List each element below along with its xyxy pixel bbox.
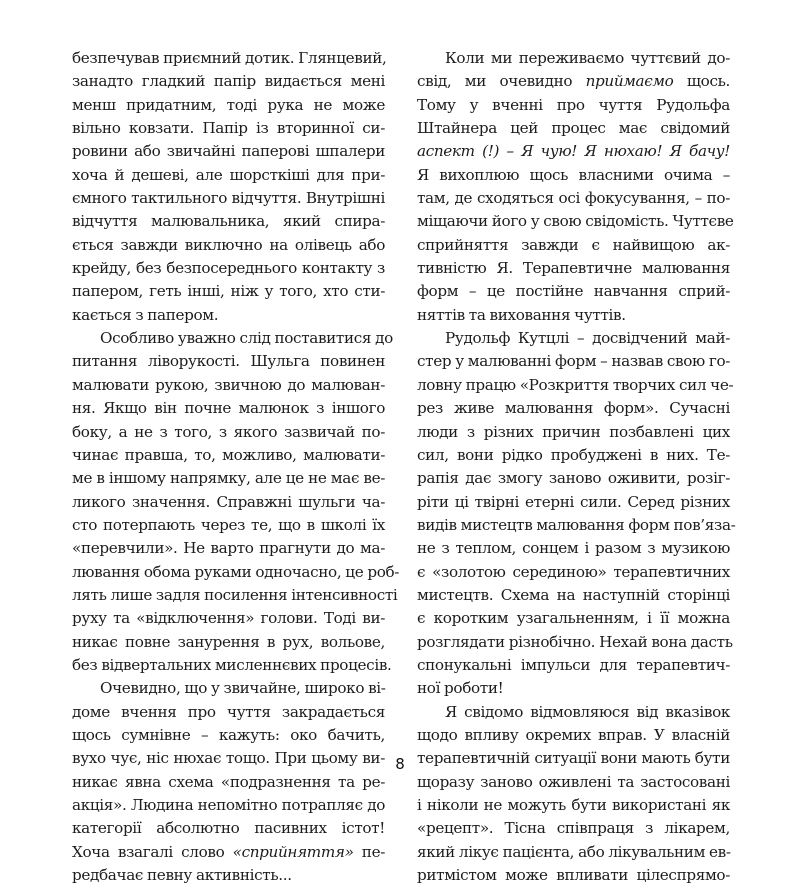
text-line: терапевтичній ситуації вони мають бути — [417, 749, 730, 768]
text-line: лювання обома руками одночасно, це роб- — [72, 562, 400, 581]
text-line: рапія дає змогу заново оживити, розіг- — [417, 469, 730, 488]
text-line: сто потерпають через те, що в школі їх — [72, 515, 385, 534]
text-line: Очевидно, що у звичайне, широко ві- — [100, 679, 386, 698]
text-line: боку, а не з того, з якого зазвичай по- — [72, 422, 385, 441]
text-line: форм – це постійне навчання сприй- — [417, 282, 730, 301]
text-line: «рецепт». Тісна співпраця з лікарем, — [417, 819, 730, 838]
text-run: свід, ми очевидно — [417, 72, 586, 91]
text-line: сприйняття завжди є найвищою ак- — [417, 235, 730, 254]
text-run: Хоча взагалі слово — [72, 842, 233, 861]
text-line: є коротким узагальненням, і її можна — [417, 609, 730, 628]
text-line: редбачає певну активність... — [72, 866, 292, 885]
italic-emphasis: «сприйняття» — [232, 842, 354, 861]
text-line: ється завжди виключно на олівець або — [72, 235, 385, 254]
text-line: ритмістом може впливати цілеспрямо- — [417, 866, 730, 885]
page-number: 8 — [395, 755, 405, 773]
text-line: щоразу заново оживлені та застосовані — [417, 772, 730, 791]
text-line: не з теплом, сонцем і разом з музикою — [417, 539, 730, 558]
text-line: Я вихоплюю щось власними очима – — [417, 165, 730, 184]
text-line: ликого значення. Справжні шульги ча- — [72, 492, 385, 511]
text-line: доме вчення про чуття закрадається — [72, 702, 385, 721]
text-line: никає повне занурення в рух, вольове, — [72, 632, 385, 651]
text-line: відчуття малювальника, який спира- — [72, 212, 385, 231]
text-line: ємного тактильного відчуття. Внутрішні — [72, 189, 385, 208]
text-line: няттів та виховання чуттів. — [417, 305, 626, 324]
text-line: без відвертальних мисленнєвих процесів. — [72, 655, 392, 674]
text-run: щось. — [673, 72, 730, 91]
text-line: ме в іншому напрямку, але це не має ве- — [72, 469, 385, 488]
text-line: вільно ковзати. Папір із вторинної си- — [72, 119, 385, 138]
text-line — [417, 140, 730, 163]
text-line: малювати рукою, звичною до малюван- — [72, 375, 385, 394]
text-line: кається з папером. — [72, 305, 219, 324]
text-run: пе- — [353, 842, 385, 861]
text-line: Тому у вченні про чуття Рудольфа — [417, 95, 730, 114]
text-line: ної роботи! — [417, 679, 504, 698]
italic-emphasis: приймаємо — [585, 72, 674, 91]
text-line: никає явна схема «подразнення та ре- — [72, 772, 385, 791]
text-line: сил, вони рідко пробуджені в них. Те- — [417, 445, 730, 464]
italic-emphasis: аспект (!) – Я чую! Я нюхаю! Я бачу! — [417, 142, 730, 161]
text-line: хоча й дешеві, але шорсткіші для при- — [72, 165, 385, 184]
text-line: міщаючи його у свою свідомість. Чуттєве — [417, 212, 734, 231]
text-line: є «золотою серединою» терапевтичних — [417, 562, 730, 581]
text-line — [417, 70, 730, 93]
text-line: тивністю Я. Терапевтичне малювання — [417, 259, 730, 278]
text-line: «перевчили». Не варто прагнути до ма- — [72, 539, 385, 558]
text-line: розглядати різнобічно. Нехай вона дасть — [417, 632, 733, 651]
text-line: щодо впливу окремих вправ. У власній — [417, 725, 730, 744]
text-line: безпечував приємний дотик. Глянцевий, — [72, 49, 387, 67]
text-line: занадто гладкий папір видається мені — [72, 72, 385, 91]
text-line: ровини або звичайні паперові шпалери — [72, 142, 385, 161]
text-line: там, де сходяться осі фокусування, – по- — [417, 189, 730, 208]
text-line: лять лише задля посилення інтенсивності — [72, 585, 398, 604]
text-line: чинає правша, то, можливо, малювати- — [72, 445, 385, 464]
text-line: спонукальні імпульси для терапевтич- — [417, 655, 730, 674]
text-line: мистецтв. Схема на наступній сторінці — [417, 585, 730, 604]
text-line: Рудольф Кутцлі – досвідчений май- — [445, 329, 730, 348]
text-line: щось сумнівне – кажуть: око бачить, — [72, 725, 385, 744]
text-line: руху та «відключення» голови. Тоді ви- — [72, 609, 385, 628]
text-line: акція». Людина непомітно потрапляє до — [72, 796, 385, 814]
text-line: який лікує пацієнта, або лікувальним ев- — [417, 842, 731, 861]
text-line: рез живе малювання форм». Сучасні — [417, 399, 730, 418]
text-line: видів мистецтв малювання форм пов’яза- — [417, 515, 736, 534]
text-line: ня. Якщо він почне малюнок з іншого — [72, 399, 385, 418]
text-line: менш придатним, тоді рука не може — [72, 95, 385, 114]
text-line: ріти ці твірні етерні сили. Серед різних — [417, 492, 730, 511]
text-line: люди з різних причин позбавлені цих — [417, 422, 730, 441]
text-line: і ніколи не можуть бути використані як — [417, 796, 730, 814]
text-line: Коли ми переживаємо чуттєвий до- — [445, 49, 730, 67]
text-line: Я свідомо відмовляюся від вказівок — [445, 702, 730, 721]
text-line: Особливо уважно слід поставитися до — [100, 329, 393, 348]
text-line: ловну працю «Розкриття творчих сил че- — [417, 375, 734, 394]
text-line — [72, 841, 385, 864]
text-line: категорії абсолютно пасивних істот! — [72, 819, 385, 838]
text-line: папером, геть інші, ніж у того, хто сти- — [72, 282, 385, 301]
text-line: питання ліворукості. Шульга повинен — [72, 352, 385, 371]
text-line: крейду, без безпосереднього контакту з — [72, 259, 385, 278]
text-line: стер у малюванні форм – назвав свою го- — [417, 352, 731, 371]
text-line: вухо чує, ніс нюхає тощо. При цьому ви- — [72, 749, 385, 768]
text-line: Штайнера цей процес має свідомий — [417, 119, 730, 138]
